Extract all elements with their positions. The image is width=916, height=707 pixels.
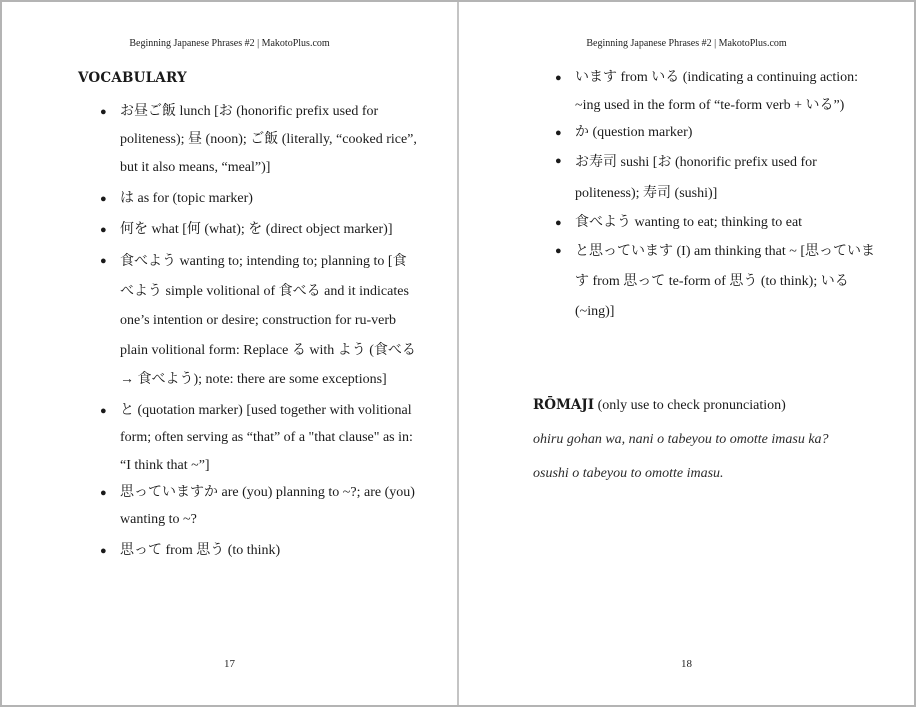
vocab-text: か (question marker) xyxy=(575,125,693,140)
vocab-text: 何を what [何 (what); を (direct object marker)] xyxy=(120,222,393,237)
bullet-icon: ● xyxy=(100,193,107,205)
vocabulary-list-continued xyxy=(555,64,875,327)
vocab-text: います from いる (indicating a continuing action: ~ing used in the form of “te-form verb + いる”) xyxy=(575,70,859,113)
romaji-note: (only use to check pronunciation) xyxy=(597,398,786,413)
list-item xyxy=(555,147,875,209)
vocab-text: お昼ご飯 lunch [お (honorific prefix used for politeness); 昼 (noon); ご飯 (literally, “cooked rice”, but it also means, “meal”)] xyxy=(120,104,417,175)
running-head: Beginning Japanese Phrases #2 | MakotoPlus.com xyxy=(586,38,787,49)
vocabulary-list xyxy=(100,98,420,565)
bullet-icon: ● xyxy=(555,155,562,167)
list-item xyxy=(555,64,875,119)
romaji-title: RŌMAJI xyxy=(533,397,595,413)
vocab-text: と思っています (I) am thinking that ~ [思っています from 思って te-form of 思う (to think); いる (~ing)] xyxy=(575,244,875,319)
vocab-text: 思っていますか are (you) planning to ~?; are (you) wanting to ~? xyxy=(120,485,415,527)
vocab-text: は as for (topic marker) xyxy=(120,191,253,206)
list-item xyxy=(555,119,875,147)
bullet-icon: ● xyxy=(555,127,562,139)
bullet-icon: ● xyxy=(555,217,562,229)
vocab-text: 思って from 思う (to think) xyxy=(120,543,281,558)
list-item xyxy=(100,397,420,480)
bullet-icon: ● xyxy=(100,255,107,267)
list-item xyxy=(555,209,875,237)
running-head: Beginning Japanese Phrases #2 | MakotoPlus.com xyxy=(129,38,330,49)
romaji-heading xyxy=(533,392,893,419)
right-page xyxy=(459,2,914,705)
bullet-icon: ● xyxy=(100,545,107,557)
section-title: VOCABULARY xyxy=(78,70,187,86)
vocab-text: 食べよう wanting to; intending to; planning to [食べよう simple volitional of 食べる and it indicates one’s intention or desire; construction for ru-verb plain volitional form: Replace る with よう (食べる → 食べよう); note: there are some exceptions] xyxy=(120,254,416,387)
vocab-text: と (quotation marker) [used together with volitional form; often serving as “that” of a "that clause" as in: “I think that ~”] xyxy=(120,402,413,473)
left-page xyxy=(2,2,457,705)
vocab-text: お寿司 sushi [お (honorific prefix used for politeness); 寿司 (sushi)] xyxy=(575,155,817,201)
page-number: 18 xyxy=(681,658,692,670)
romaji-section xyxy=(533,392,893,487)
list-item xyxy=(555,237,875,327)
list-item xyxy=(100,98,420,182)
bullet-icon: ● xyxy=(555,245,562,257)
bullet-icon: ● xyxy=(100,224,107,236)
vocab-text: 食べよう wanting to eat; thinking to eat xyxy=(575,215,803,230)
page-number: 17 xyxy=(224,658,235,670)
list-item xyxy=(100,185,420,213)
list-item xyxy=(100,537,420,565)
bullet-icon: ● xyxy=(555,72,562,84)
bullet-icon: ● xyxy=(100,106,107,118)
bullet-icon: ● xyxy=(100,487,107,499)
list-item xyxy=(100,216,420,244)
bullet-icon: ● xyxy=(100,404,107,417)
list-item xyxy=(100,247,420,395)
romaji-line-1: ohiru gohan wa, nani o tabeyou to omotte imasu ka? xyxy=(533,432,829,447)
list-item xyxy=(100,479,420,533)
romaji-line-2: osushi o tabeyou to omotte imasu. xyxy=(533,466,724,481)
